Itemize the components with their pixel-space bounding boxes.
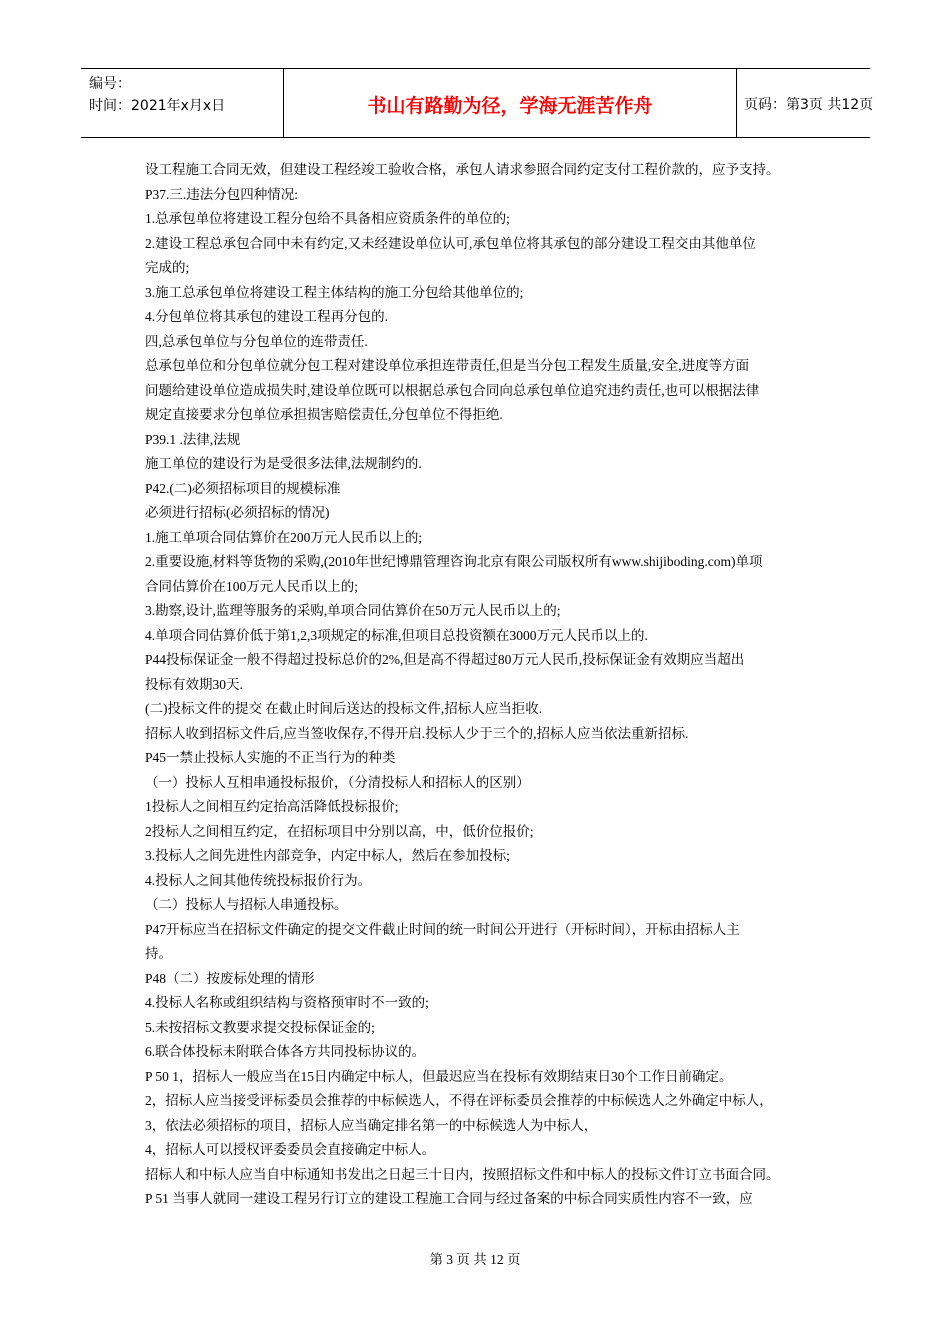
body-line: 3.施工总承包单位将建设工程主体结构的施工分包给其他单位的;: [145, 284, 524, 300]
body-line: 问题给建设单位造成损失时,建设单位既可以根据总承包合同向总承包单位追究违约责任,也可以根据法律: [145, 382, 760, 398]
document-number: 编号：: [89, 76, 131, 92]
header-info-cell: [81, 69, 283, 137]
body-line: P45一禁止投标人实施的不正当行为的种类: [145, 750, 396, 765]
body-line: 规定直接要求分包单位承担损害赔偿责任,分包单位不得拒绝.: [145, 407, 503, 422]
body-line: 1.总承包单位将建设工程分包给不具备相应资质条件的单位的;: [145, 211, 510, 226]
body-line: 持。: [145, 946, 172, 961]
body-line: （二）投标人与招标人串通投标。: [145, 897, 348, 912]
body-line: 四,总承包单位与分包单位的连带责任.: [145, 333, 368, 349]
body-line: 招标人收到招标文件后,应当签收保存,不得开启.投标人少于三个的,招标人应当依法重新招标.: [145, 725, 689, 741]
body-line: (二)投标文件的提交 在截止时间后送达的投标文件,招标人应当拒收.: [145, 701, 543, 716]
body-line: 完成的;: [145, 260, 190, 275]
page-header: [81, 68, 874, 138]
body-line: 4，招标人可以授权评委委员会直接确定中标人。: [145, 1142, 436, 1157]
body-line: 3.投标人之间先进性内部竞争，内定中标人，然后在参加投标;: [145, 848, 510, 863]
document-time: 时间：2021年x月x日: [89, 98, 226, 114]
header-motto: 书山有路勤为径，学海无涯苦作舟: [367, 95, 653, 117]
body-line: P47开标应当在招标文件确定的提交文件截止时间的统一时间公开进行（开标时间），开标由招标人主: [145, 921, 740, 937]
body-line: 施工单位的建设行为是受很多法律,法规制约的.: [145, 456, 422, 471]
header-page-cell: [736, 69, 874, 137]
body-line: 1投标人之间相互约定抬高活降低投标报价;: [145, 799, 399, 814]
body-line: 1.施工单项合同估算价在200万元人民币以上的;: [145, 529, 423, 545]
body-line: 4.投标人之间其他传统投标报价行为。: [145, 872, 372, 888]
body-line: 合同估算价在100万元人民币以上的;: [145, 578, 359, 594]
body-line: P37.三.违法分包四种情况:: [145, 186, 299, 202]
body-line: 5.未按招标文教要求提交投标保证金的;: [145, 1019, 375, 1035]
header-page-code: 页码：第3页 共12页: [744, 97, 874, 113]
body-line: （一）投标人互相串通投标报价，（分清投标人和招标人的区别）: [145, 774, 530, 790]
body-line: 必须进行招标(必须招标的情况): [145, 505, 330, 520]
body-line: 2，招标人应当接受评标委员会推荐的中标候选人，不得在评标委员会推荐的中标候选人之外确定中标人，: [145, 1093, 773, 1108]
body-line: 4.投标人名称或组织结构与资格预审时不一致的;: [145, 995, 429, 1010]
page-footer: 第 3 页 共 12 页: [429, 1252, 521, 1267]
body-line: P39.1 .法律,法规: [145, 431, 241, 447]
body-line: 4.分包单位将其承包的建设工程再分包的.: [145, 309, 388, 324]
body-line: 总承包单位和分包单位就分包工程对建设单位承担连带责任,但是当分包工程发生质量,安全,进度等方面: [145, 358, 750, 373]
body-line: 投标有效期30天.: [145, 676, 243, 692]
body-line: 2.重要设施,材料等货物的采购,(2010年世纪博鼎管理咨询北京有限公司版权所有www.shijiboding.com)单项: [145, 554, 763, 569]
body-line: 2投标人之间相互约定，在招标项目中分别以高，中，低价位报价;: [145, 823, 534, 839]
body-line: P48（二）按废标处理的情形: [145, 970, 315, 986]
body-line: P 51 当事人就同一建设工程另行订立的建设工程施工合同与经过备案的中标合同实质性内容不一致，应: [145, 1191, 753, 1206]
body-line: 6.联合体投标未附联合体各方共同投标协议的。: [145, 1044, 426, 1059]
body-line: 4.单项合同估算价低于第1,2,3项规定的标准,但项目总投资额在3000万元人民币以上的.: [145, 627, 648, 643]
body-line: 招标人和中标人应当自中标通知书发出之日起三十日内，按照招标文件和中标人的投标文件订立书面合同。: [145, 1166, 780, 1182]
body-line: 3.勘察,设计,监理等服务的采购,单项合同估算价在50万元人民币以上的;: [145, 603, 561, 618]
body-line: P 50 1，招标人一般应当在15日内确定中标人，但最迟应当在投标有效期结束日30个工作日前确定。: [145, 1068, 733, 1084]
body-line: 3，依法必须招标的项目，招标人应当确定排名第一的中标候选人为中标人，: [145, 1117, 598, 1133]
body-line: 设工程施工合同无效，但建设工程经竣工验收合格，承包人请求参照合同约定支付工程价款的，应予支持。: [145, 162, 780, 177]
body-text: [145, 158, 825, 1212]
body-line: P42.(二)必须招标项目的规模标准: [145, 480, 341, 496]
header-motto-cell: [283, 69, 737, 137]
body-line: 2.建设工程总承包合同中未有约定,又未经建设单位认可,承包单位将其承包的部分建设工程交由其他单位: [145, 235, 756, 251]
body-line: P44投标保证金一般不得超过投标总价的2%,但是高不得超过80万元人民币,投标保证金有效期应当超出: [145, 652, 745, 667]
